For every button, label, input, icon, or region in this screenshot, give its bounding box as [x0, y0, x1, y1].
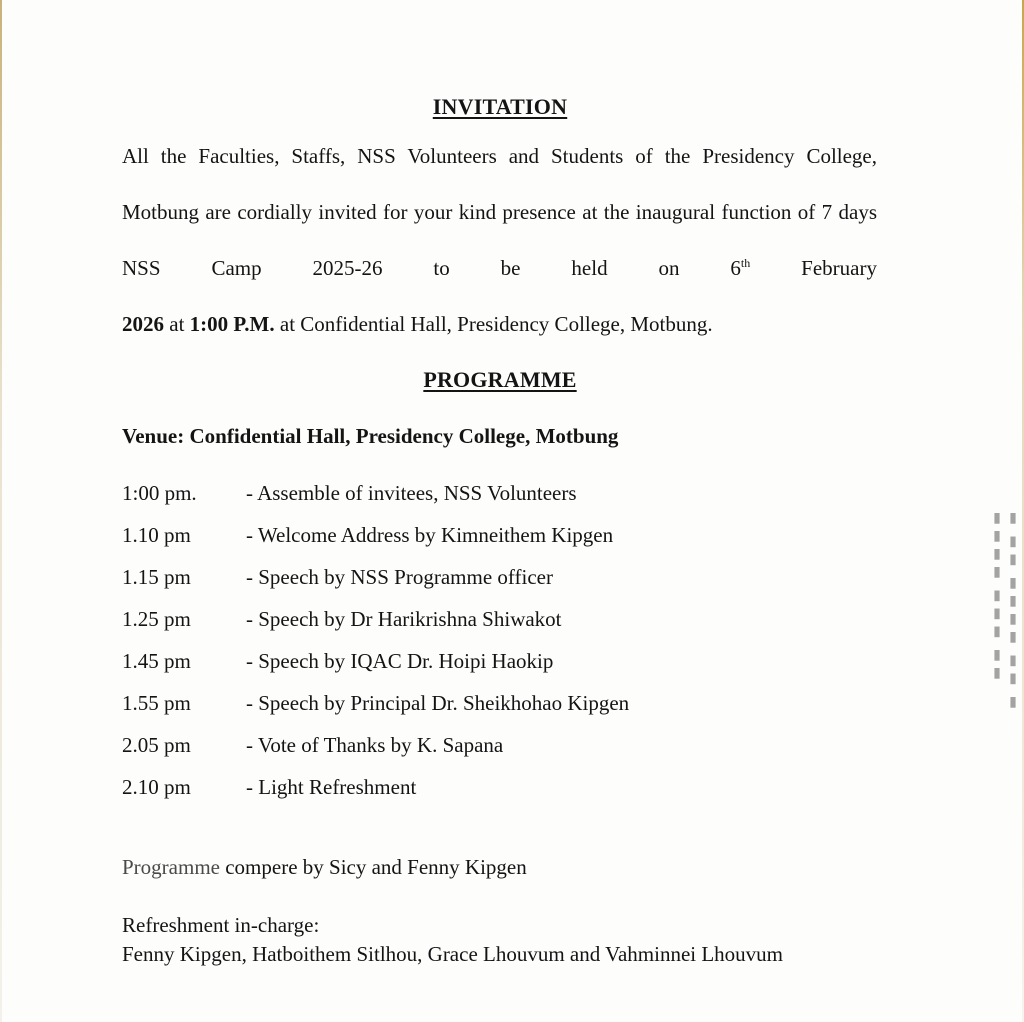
schedule-row — [122, 604, 629, 646]
schedule-time: 1.25 pm — [122, 607, 191, 631]
invitation-line-4 — [122, 296, 877, 352]
schedule-list — [122, 478, 629, 814]
schedule-time: 1.10 pm — [122, 523, 191, 547]
invitation-line-4-at: at — [164, 312, 190, 336]
schedule-time: 1.45 pm — [122, 649, 191, 673]
schedule-item: - Speech by Principal Dr. Sheikhohao Kipgen — [246, 691, 630, 715]
date-ordinal-suffix: th — [740, 256, 751, 270]
invitation-line-3-text: inaugural function of 7 days NSS Camp 2025-26 to be held on 6 — [122, 200, 877, 280]
event-location: at Confidential Hall, Presidency College, Motbung. — [274, 312, 713, 336]
paper-edge-left — [0, 0, 2, 1022]
schedule-time: 1.55 pm — [122, 691, 191, 715]
invitation-line-1: All the Faculties, Staffs, NSS Volunteers and Students of the Presidency — [122, 144, 795, 168]
schedule-item: - Welcome Address by Kimneithem Kipgen — [246, 523, 614, 547]
invitation-line-3-month: February — [750, 256, 877, 280]
refreshment-names: Fenny Kipgen, Hatboithem Sitlhou, Grace Lhouvum and Vahminnei Lhouvum — [122, 942, 784, 966]
schedule-row — [122, 730, 629, 772]
compere-line — [122, 855, 527, 880]
programme-title: PROGRAMME — [423, 367, 577, 392]
schedule-item: - Assemble of invitees, NSS Volunteers — [246, 481, 577, 505]
schedule-row — [122, 646, 629, 688]
venue-line: Venue: Confidential Hall, Presidency College, Motbung — [122, 424, 619, 448]
schedule-time: 1:00 pm. — [122, 481, 197, 505]
schedule-time: 2.05 pm — [122, 733, 191, 757]
schedule-item: - Light Refreshment — [246, 775, 417, 799]
invitation-paragraph — [122, 128, 877, 352]
schedule-item: - Speech by Dr Harikrishna Shiwakot — [246, 607, 562, 631]
invitation-title: INVITATION — [432, 94, 568, 119]
event-time: 1:00 P.M. — [189, 312, 275, 336]
schedule-item: - Speech by NSS Programme officer — [246, 565, 553, 589]
schedule-item: - Speech by IQAC Dr. Hoipi Haokip — [246, 649, 554, 673]
compere-label: Programme — [122, 855, 220, 879]
event-year: 2026 — [122, 312, 164, 336]
schedule-row — [122, 688, 629, 730]
schedule-row — [122, 562, 629, 604]
schedule-item: - Vote of Thanks by K. Sapana — [246, 733, 504, 757]
refreshment-label: Refreshment in-charge: — [122, 913, 320, 937]
schedule-time: 1.15 pm — [122, 565, 191, 589]
schedule-row — [122, 772, 629, 814]
compere-names: compere by Sicy and Fenny Kipgen — [219, 855, 527, 879]
schedule-row — [122, 520, 629, 562]
schedule-time: 2.10 pm — [122, 775, 191, 799]
schedule-row — [122, 478, 629, 520]
bleed-through-text: ▮ ▮▮ ▮▮▮▮ ▮▮ ▮ ▮▮▮▮ ▮▮▮ ▮▮ — [989, 510, 1020, 712]
invitation-line-2: College, Motbung are cordially invited for your kind presence at the — [122, 144, 878, 224]
